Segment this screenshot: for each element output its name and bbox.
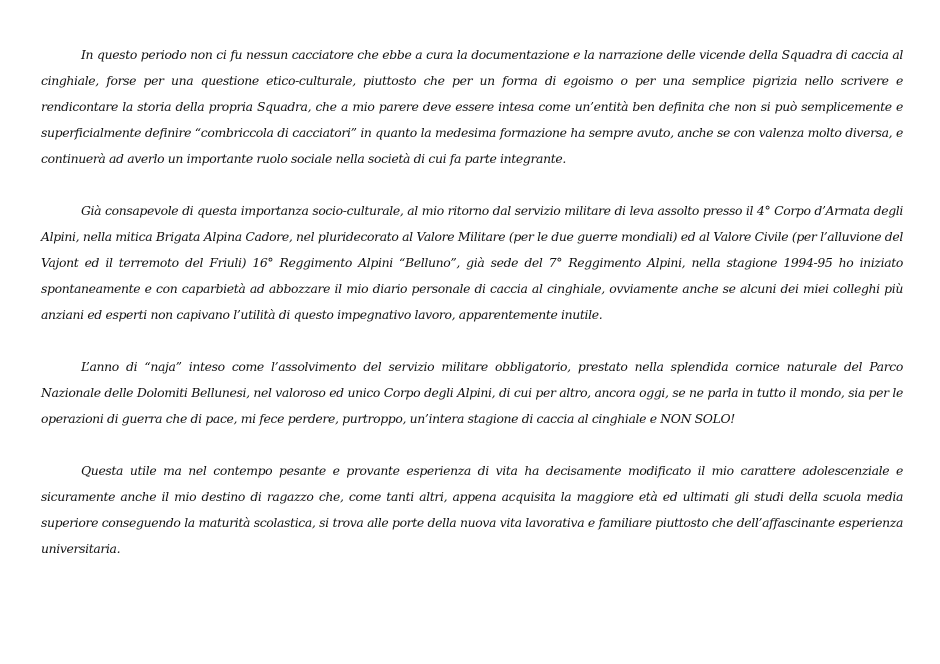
- document-body: [41, 42, 903, 562]
- paragraph: In questo periodo non ci fu nessun cacciatore che ebbe a cura la documentazione e la narrazione delle vicende della Squadra di caccia al cinghiale, forse per una questione etico-culturale, piuttosto che per un forma di egoismo o per una semplice pigrizia nello scrivere e rendicontare la storia della propria Squadra, che a mio parere deve essere intesa come un’entità ben definita che non si può semplicemente e superficialmente definire “combriccola di cacciatori” in quanto la medesima formazione ha sempre avuto, anche se con valenza molto diversa, e continuerà ad averlo un importante ruolo sociale nella società di cui fa parte integrante.: [41, 47, 903, 166]
- paragraph: L’anno di “naja” inteso come l’assolvimento del servizio militare obbligatorio, prestato nella splendida cornice naturale del Parco Nazionale delle Dolomiti Bellunesi, nel valoroso ed unico Corpo degli Alpini, di cui per altro, ancora oggi, se ne parla in tutto il mondo, sia per le operazioni di guerra che di pace, mi fece perdere, purtroppo, un’intera stagione di caccia al cinghiale e NON SOLO!: [41, 359, 903, 426]
- paragraph: Questa utile ma nel contempo pesante e provante esperienza di vita ha decisamente modificato il mio carattere adolescenziale e sicuramente anche il mio destino di ragazzo che, come tanti altri, appena acquisita la maggiore età ed ultimati gli studi della scuola media superiore conseguendo la maturità scolastica, si trova alle porte della nuova vita lavorativa e familiare piuttosto che dell’affascinante esperienza universitaria.: [41, 463, 903, 556]
- paragraph: Già consapevole di questa importanza socio-culturale, al mio ritorno dal servizio militare di leva assolto presso il 4° Corpo d’Armata degli Alpini, nella mitica Brigata Alpina Cadore, nel pluridecorato al Valore Militare (per le due guerre mondiali) ed al Valore Civile (per l’alluvione del Vajont ed il terremoto del Friuli) 16° Reggimento Alpini “Belluno”, già sede del 7° Reggimento Alpini, nella stagione 1994-95 ho iniziato spontaneamente e con caparbietà ad abbozzare il mio diario personale di caccia al cinghiale, ovviamente anche se alcuni dei miei colleghi più anziani ed esperti non capivano l’utilità di questo impegnativo lavoro, apparentemente inutile.: [41, 203, 903, 322]
